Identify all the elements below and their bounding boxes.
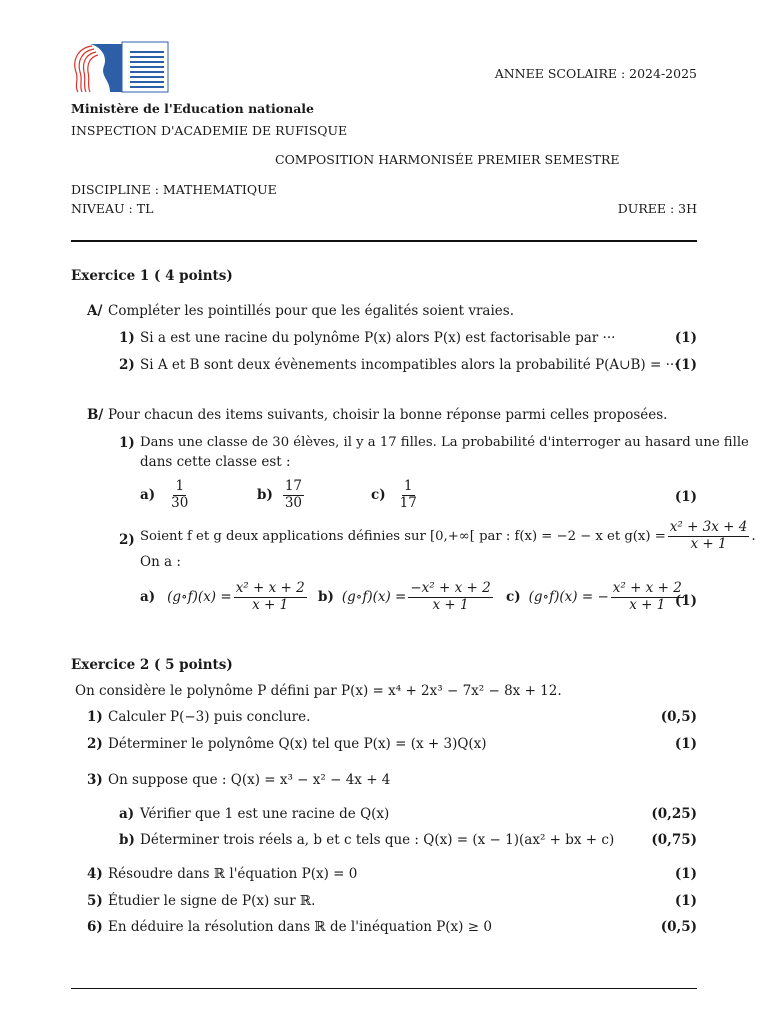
- q2-points: (1): [674, 357, 697, 373]
- b1-option-b[interactable]: [257, 479, 306, 511]
- option-lhs: (g∘f)(x) = −: [528, 589, 609, 606]
- discipline: DISCIPLINE : MATHEMATIQUE: [71, 182, 277, 197]
- e2-sub-number: b): [119, 832, 135, 848]
- q1-text: Si a est une racine du polynôme P(x) alors P(x) est factorisable par ···: [140, 330, 616, 346]
- option-lhs: (g∘f)(x) =: [167, 589, 232, 606]
- option-label: a): [140, 589, 156, 606]
- inspection-name: INSPECTION D'ACADEMIE DE RUFISQUE: [71, 123, 348, 138]
- e2-sub-points: (0,75): [651, 832, 697, 848]
- fraction: $\frac{1}{17}$: [399, 478, 417, 511]
- exam-title: COMPOSITION HARMONISÉE PREMIER SEMESTRE: [275, 152, 620, 167]
- option-label: c): [506, 589, 521, 606]
- exercise-1-title: Exercice 1 ( 4 points): [71, 268, 233, 284]
- b2-statement: Soient f et g deux applications définies sur [0,+∞[ par : f(x) = −2 − x et g(x) = $\frac{\text{x² + 3x + 4}}{x + 1}$ .: [140, 519, 756, 552]
- level: NIVEAU : TL: [71, 201, 154, 216]
- fraction: $\frac{\text{−x² + x + 2}}{x + 1}$: [410, 580, 491, 613]
- exercise-2-title: Exercice 2 ( 5 points): [71, 657, 233, 673]
- e2-item-number: 5): [87, 893, 103, 909]
- e2-item-points: (1): [674, 866, 697, 882]
- q1-number: 1): [119, 330, 135, 346]
- e2-item-text: Résoudre dans ℝ l'équation P(x) = 0: [108, 866, 358, 882]
- q2-number: 2): [119, 357, 135, 373]
- header-divider: [71, 240, 697, 242]
- e2-item-text: On suppose que : Q(x) = x³ − x² − 4x + 4: [108, 772, 391, 788]
- option-label: c): [371, 487, 386, 504]
- option-lhs: (g∘f)(x) =: [341, 589, 407, 606]
- option-label: a): [140, 487, 156, 504]
- e2-item-text: Calculer P(−3) puis conclure.: [108, 709, 311, 725]
- b2-points: (1): [674, 593, 697, 609]
- e2-item-number: 2): [87, 736, 103, 752]
- b2-option-b[interactable]: [318, 581, 495, 613]
- footer-divider: [71, 988, 697, 989]
- option-label: b): [257, 487, 273, 504]
- e2-item-number: 6): [87, 919, 103, 935]
- e2-item-text: Déterminer le polynôme Q(x) tel que P(x) = (x + 3)Q(x): [108, 736, 487, 752]
- fraction: $\frac{1}{30}$: [171, 478, 189, 511]
- fraction: $\frac{\text{x² + x + 2}}{x + 1}$: [235, 580, 305, 613]
- e2-item-number: 4): [87, 866, 103, 882]
- ministry-logo: [70, 40, 170, 94]
- b1-text-line2: dans cette classe est :: [140, 454, 291, 470]
- e2-item-text: Étudier le signe de P(x) sur ℝ.: [108, 893, 316, 909]
- b1-option-c[interactable]: [371, 479, 421, 511]
- e2-sub-text: Vérifier que 1 est une racine de Q(x): [140, 806, 390, 822]
- b1-points: (1): [674, 489, 697, 505]
- e2-item-points: (1): [674, 736, 697, 752]
- part-b-instruction: Pour chacun des items suivants, choisir la bonne réponse parmi celles proposées.: [108, 407, 668, 423]
- b1-option-a[interactable]: [140, 479, 192, 511]
- e2-sub-text: Déterminer trois réels a, b et c tels que : Q(x) = (x − 1)(ax² + bx + c): [140, 832, 615, 848]
- part-a-instruction: Compléter les pointillés pour que les égalités soient vraies.: [108, 303, 514, 319]
- b2-text: Soient f et g deux applications définies sur [0,+∞[ par : f(x) = −2 − x et g(x) =: [140, 528, 666, 544]
- e2-item-number: 1): [87, 709, 103, 725]
- part-a-label: A/: [87, 303, 103, 319]
- school-year: ANNEE SCOLAIRE : 2024-2025: [494, 66, 697, 81]
- b2-on-a: On a :: [140, 554, 181, 570]
- duration: DUREE : 3H: [617, 201, 697, 216]
- fraction: $\frac{17}{30}$: [284, 478, 303, 511]
- b1-number: 1): [119, 435, 135, 451]
- b1-text-line1: Dans une classe de 30 élèves, il y a 17 filles. La probabilité d'interroger au hasard une fille: [140, 435, 749, 450]
- b2-number: 2): [119, 532, 135, 548]
- b2-option-a[interactable]: [140, 581, 309, 613]
- g-fraction: $\frac{\text{x² + 3x + 4}}{x + 1}$: [669, 519, 748, 552]
- e2-item-points: (0,5): [660, 919, 697, 935]
- e2-item-text: En déduire la résolution dans ℝ de l'inéquation P(x) ≥ 0: [108, 919, 492, 935]
- e2-item-points: (0,5): [660, 709, 697, 725]
- q1-points: (1): [674, 330, 697, 346]
- fraction: $\frac{\text{x² + x + 2}}{x + 1}$: [612, 580, 682, 613]
- e2-item-points: (1): [674, 893, 697, 909]
- part-b-label: B/: [87, 407, 104, 423]
- exercise-2-intro: On considère le polynôme P défini par P(x) = x⁴ + 2x³ − 7x² − 8x + 12.: [75, 683, 562, 699]
- e2-item-number: 3): [87, 772, 103, 788]
- ministry-name: Ministère de l'Education nationale: [71, 101, 314, 116]
- option-label: b): [318, 589, 334, 606]
- e2-sub-number: a): [119, 806, 135, 822]
- q2-text: Si A et B sont deux évènements incompatibles alors la probabilité P(A∪B) = ···: [140, 357, 679, 373]
- b2-option-c[interactable]: [506, 581, 686, 613]
- e2-sub-points: (0,25): [651, 806, 697, 822]
